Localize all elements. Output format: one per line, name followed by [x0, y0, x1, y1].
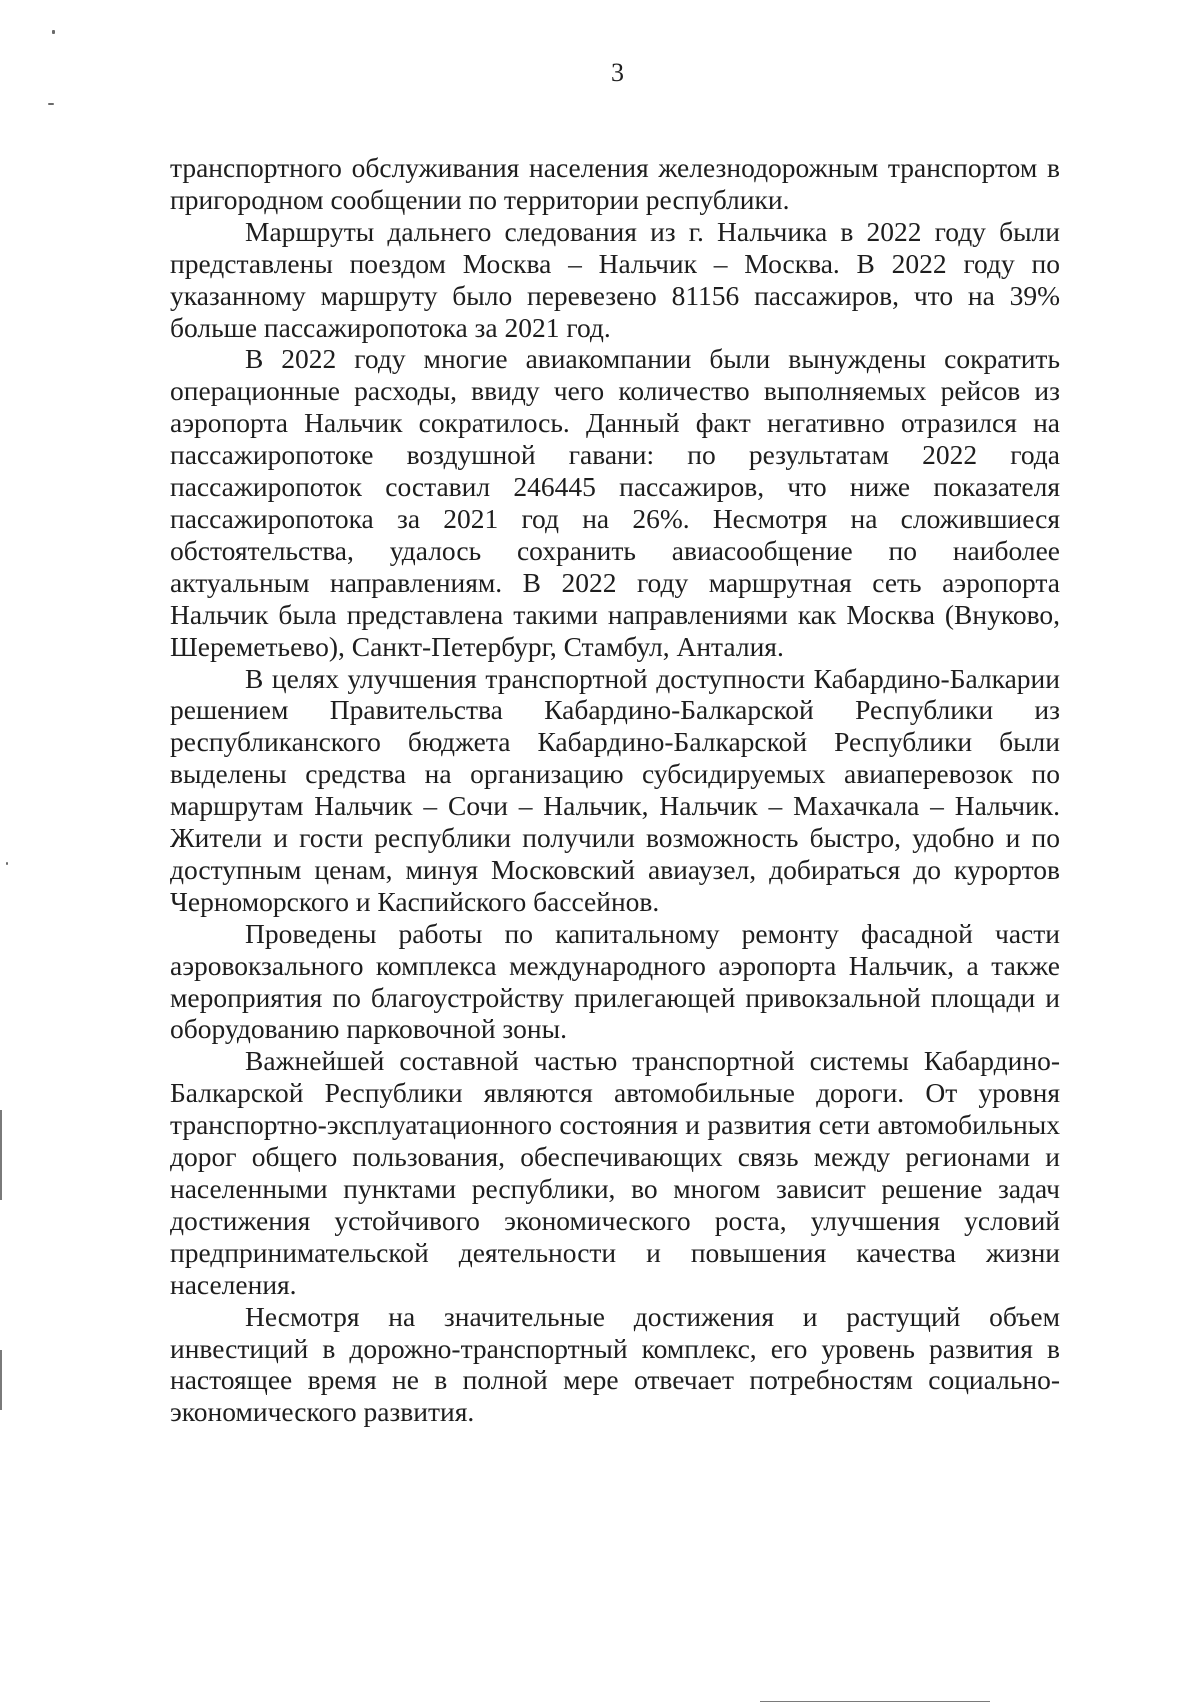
scan-edge-mark	[760, 1701, 990, 1702]
scan-speck	[48, 103, 54, 105]
paragraph: Несмотря на значительные достижения и растущий объем инвестиций в дорожно-транспортный комплекс, его уровень развития в настоящее время не в полной мере отвечает потребностям социально-экономического развития.	[170, 1300, 1060, 1428]
paragraph: Важнейшей составной частью транспортной системы Кабардино-Балкарской Республики являются автомобильные дороги. От уровня транспортно-эксплуатационного состояния и развития сети автомобильных дорог общего пользования, обеспечивающих связь между регионами и населенными пунктами республики, во многом зависит решение задач достижения устойчивого экономического роста, улучшения условий предпринимательской деятельности и повышения качества жизни населения.	[170, 1045, 1060, 1300]
paragraph: транспортного обслуживания населения железнодорожным транспортом в пригородном сообщении по территории республики.	[170, 152, 1060, 215]
scan-edge-mark	[0, 1110, 2, 1200]
paragraph: В целях улучшения транспортной доступности Кабардино-Балкарии решением Правительства Кабардино-Балкарской Республики из республиканского бюджета Кабардино-Балкарской Республики были выделены средства на организацию субсидируемых авиаперевозок по маршрутам Нальчик – Сочи – Нальчик, Нальчик – Махачкала – Нальчик. Жители и гости республики получили возможность быстро, удобно и по доступным ценам, минуя Московский авиаузел, добираться до курортов Черноморского и Каспийского бассейнов.	[170, 662, 1060, 917]
scan-edge-mark	[0, 1350, 2, 1410]
scan-speck	[52, 30, 55, 34]
page-number: 3	[611, 58, 624, 87]
paragraph: Маршруты дальнего следования из г. Нальчика в 2022 году были представлены поездом Москва – Нальчик – Москва. В 2022 году по указанному маршруту было перевезено 81156 пассажиров, что на 39% больше пассажиропотока за 2021 год.	[170, 215, 1060, 343]
scan-speck	[6, 862, 8, 865]
paragraph: Проведены работы по капитальному ремонту фасадной части аэровокзального комплекса международного аэропорта Нальчик, а также мероприятия по благоустройству прилегающей привокзальной площади и оборудованию парковочной зоны.	[170, 917, 1060, 1045]
paragraph: В 2022 году многие авиакомпании были вынуждены сократить операционные расходы, ввиду чего количество выполняемых рейсов из аэропорта Нальчик сократилось. Данный факт негативно отразился на пассажиропотоке воздушной гавани: по результатам 2022 года пассажиропоток составил 246445 пассажиров, что ниже показателя пассажиропотока за 2021 год на 26%. Несмотря на сложившиеся обстоятельства, удалось сохранить авиасообщение по наиболее актуальным направлениям. В 2022 году маршрутная сеть аэропорта Нальчик была представлена такими направлениями как Москва (Внуково, Шереметьево), Санкт-Петербург, Стамбул, Анталия.	[170, 343, 1060, 662]
body-text	[170, 152, 1060, 1428]
